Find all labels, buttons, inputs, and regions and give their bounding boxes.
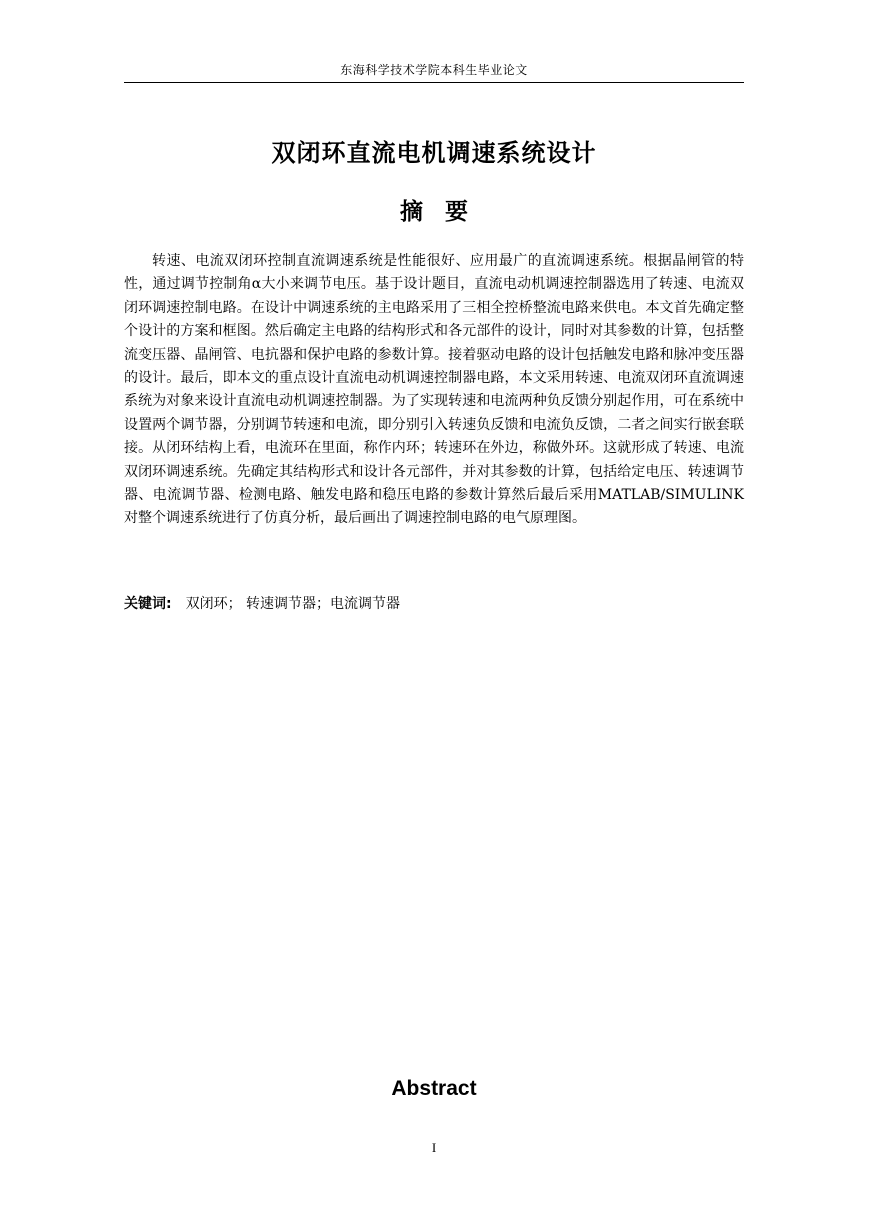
running-header xyxy=(124,60,744,83)
keywords-line xyxy=(124,593,744,615)
abstract-heading: 摘要 xyxy=(400,198,490,225)
running-header-text: 东海科学技术学院本科生毕业论文 xyxy=(340,63,528,77)
keywords-label: 关键词: xyxy=(124,596,172,612)
keywords-value: 双闭环； 转速调节器；电流调节器 xyxy=(185,596,401,612)
english-abstract-heading: Abstract xyxy=(391,1077,477,1100)
abstract-body: 转速、电流双闭环控制直流调速系统是性能很好、应用最广的直流调速系统。根据晶闸管的特性，通过调节控制角α大小来调节电压。基于设计题目，直流电动机调速控制器选用了转速、电流双闭环调速控制电路。在设计中调速系统的主电路采用了三相全控桥整流电路来供电。本文首先确定整个设计的方案和框图。然后确定主电路的结构形式和各元部件的设计，同时对其参数的计算，包括整流变压器、晶闸管、电抗器和保护电路的参数计算。接着驱动电路的设计包括触发电路和脉冲变压器的设计。最后，即本文的重点设计直流电动机调速控制器电路，本文采用转速、电流双闭环直流调速系统为对象来设计直流电动机调速控制器。为了实现转速和电流两种负反馈分别起作用，可在系统中设置两个调节器，分别调节转速和电流，即分别引入转速负反馈和电流负反馈，二者之间实行嵌套联接。从闭环结构上看，电流环在里面，称作内环；转速环在外边，称做外环。这就形成了转速、电流双闭环调速系统。先确定其结构形式和设计各元部件，并对其参数的计算，包括给定电压、转速调节器、电流调节器、检测电路、触发电路和稳压电路的参数计算然后最后采用MATLAB/SIMULINK对整个调速系统进行了仿真分析，最后画出了调速控制电路的电气原理图。 xyxy=(124,253,744,527)
thesis-title: 双闭环直流电机调速系统设计 xyxy=(271,138,597,167)
page-number: I xyxy=(431,1140,437,1155)
